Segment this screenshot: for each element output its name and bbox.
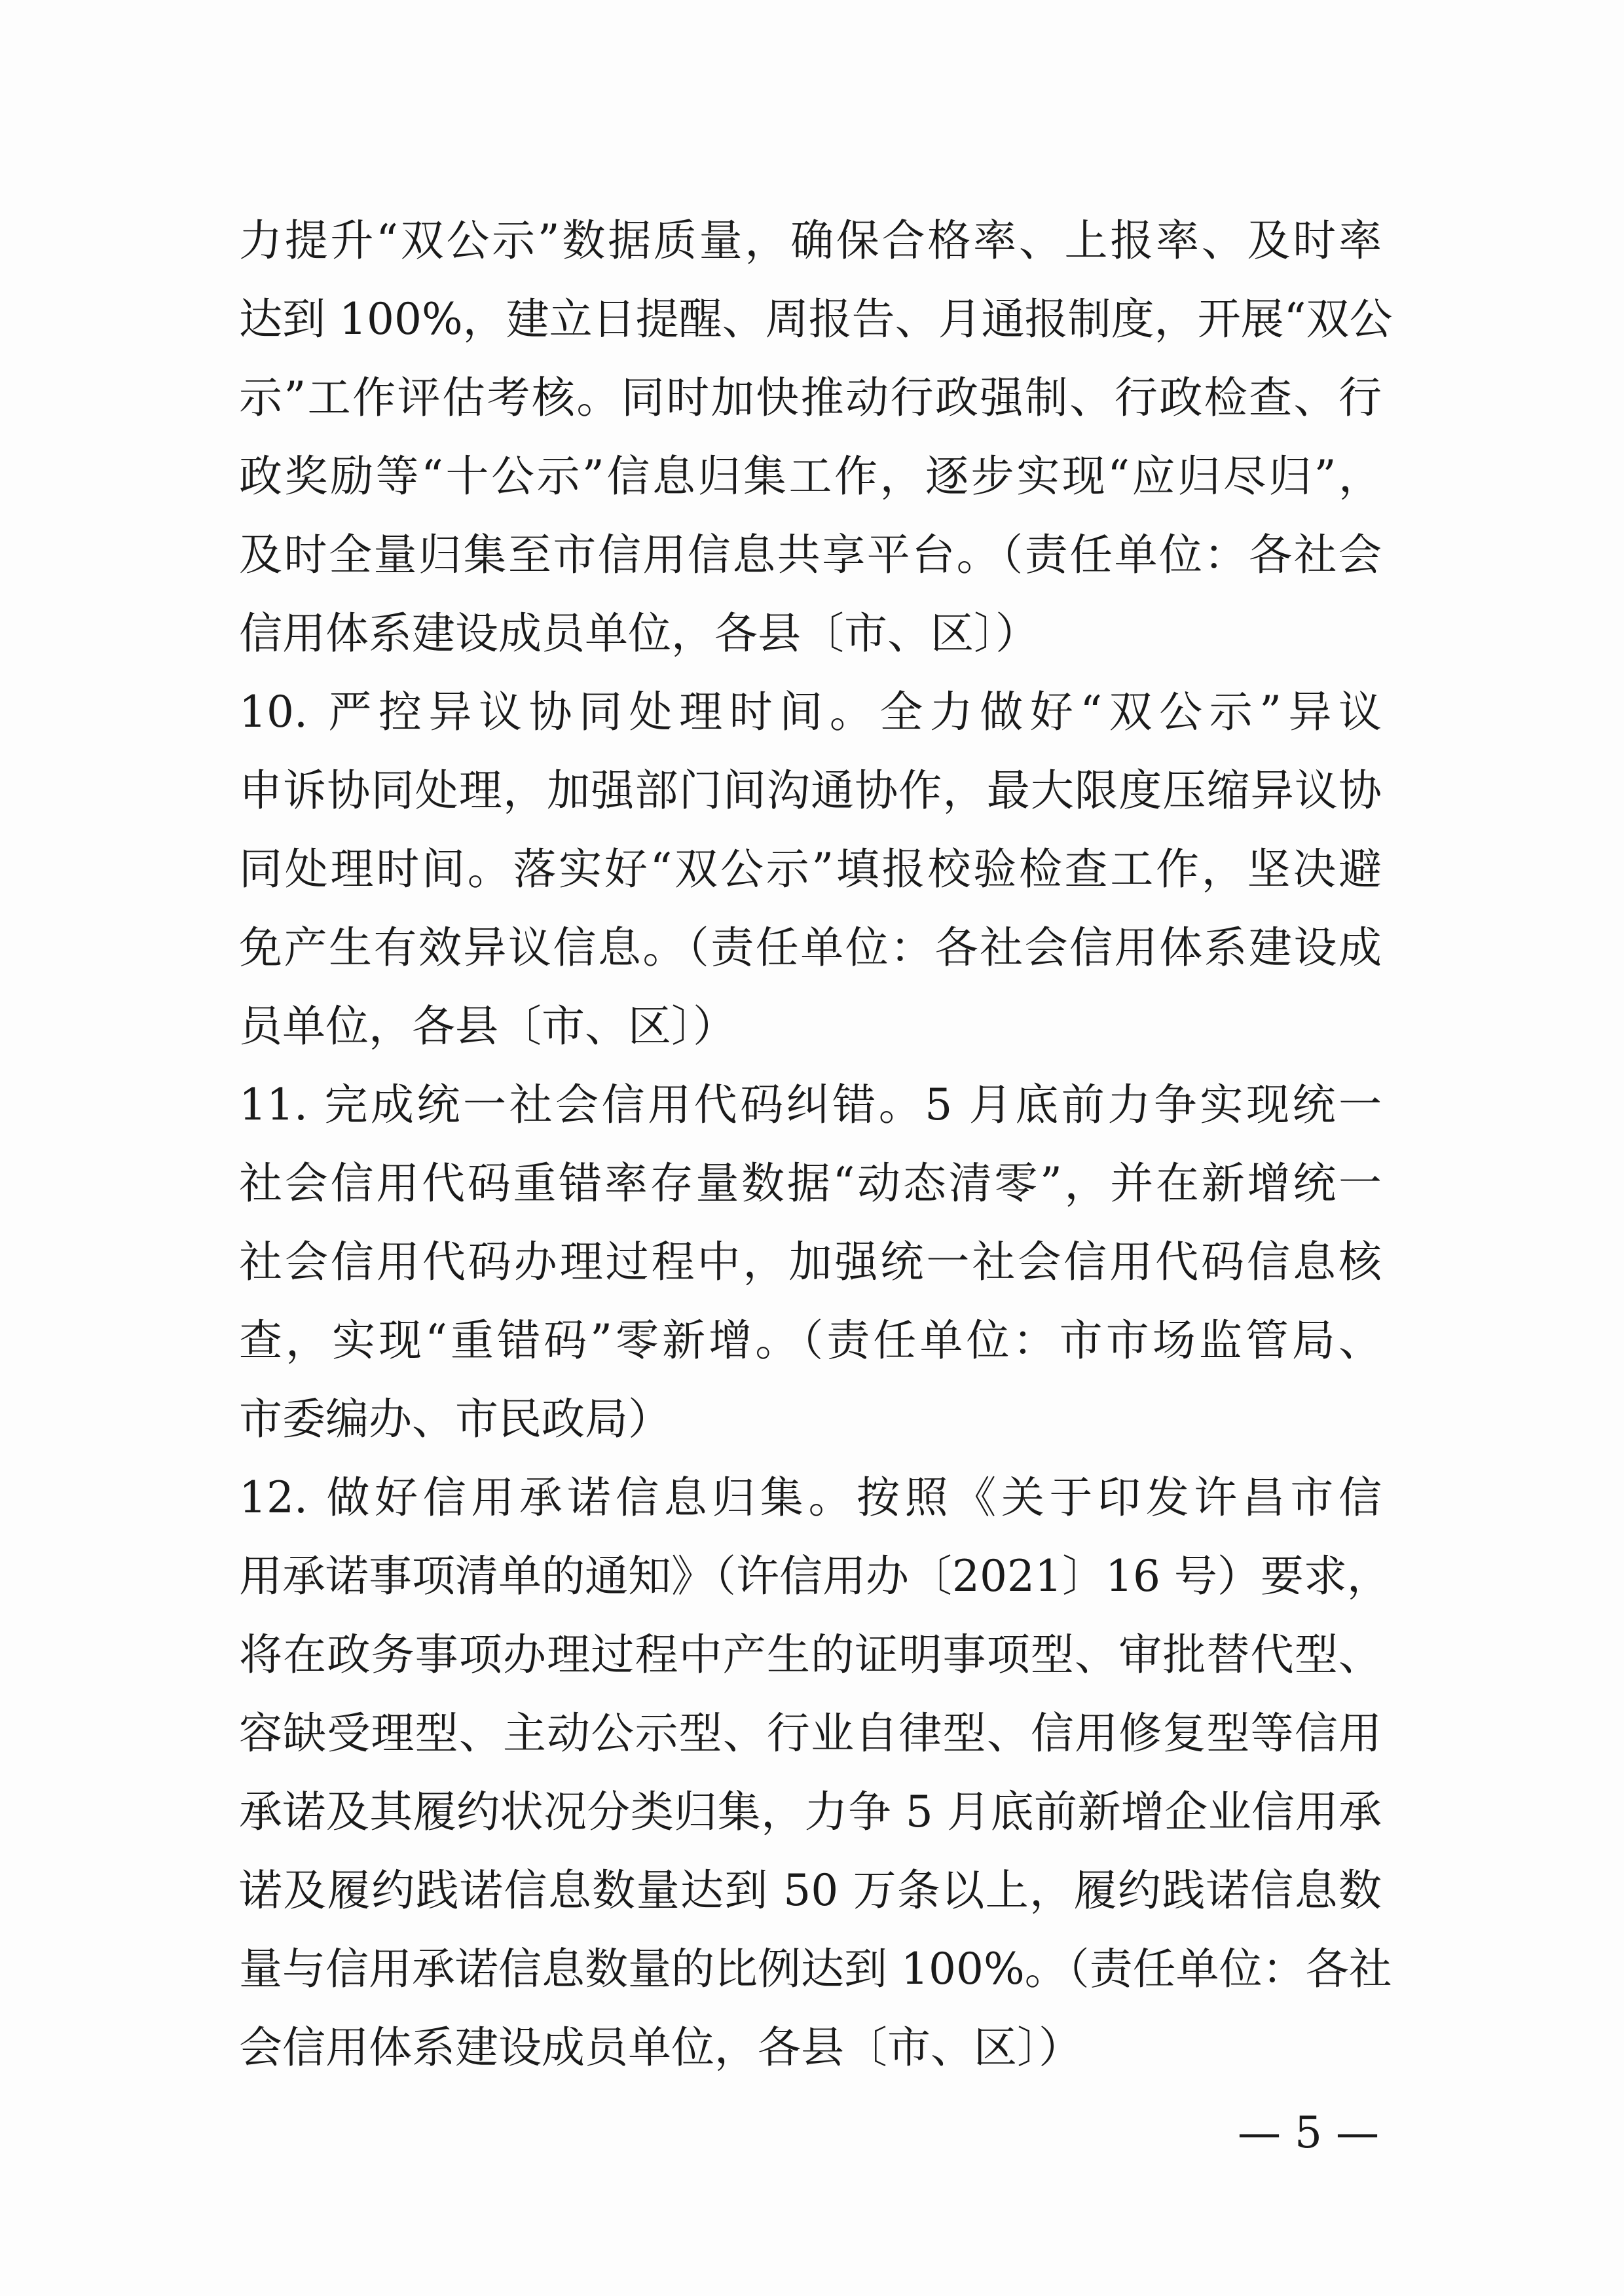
text-line-17: 12. 做好信用承诺信息归集。按照《关于印发许昌市信: [239, 1472, 1382, 1523]
page-number: — 5 —: [1238, 2107, 1379, 2158]
text-line-23: 量与信用承诺信息数量的比例达到 100%。（责任单位：各社: [239, 1944, 1392, 1994]
text-line-18: 用承诺事项清单的通知》（许信用办〔2021〕16 号）要求，: [239, 1551, 1390, 1601]
text-line-6: 信用体系建设成员单位，各县〔市、区〕）: [239, 608, 1039, 659]
text-line-4: 政奖励等“十公示”信息归集工作，逐步实现“应归尽归”，: [239, 451, 1382, 501]
text-line-10: 免产生有效异议信息。（责任单位：各社会信用体系建设成: [239, 922, 1382, 973]
text-line-5: 及时全量归集至市信用信息共享平台。（责任单位：各社会: [239, 530, 1382, 580]
text-line-8: 申诉协同处理，加强部门间沟通协作，最大限度压缩异议协: [239, 765, 1382, 816]
text-line-12: 11. 完成统一社会信用代码纠错。5 月底前力争实现统一: [239, 1080, 1382, 1130]
text-line-1: 力提升“双公示”数据质量，确保合格率、上报率、及时率: [239, 215, 1382, 266]
text-line-24: 会信用体系建设成员单位，各县〔市、区〕）: [239, 2022, 1082, 2073]
text-line-20: 容缺受理型、主动公示型、行业自律型、信用修复型等信用: [239, 1708, 1382, 1758]
text-line-19: 将在政务事项办理过程中产生的证明事项型、审批替代型、: [239, 1630, 1382, 1680]
text-line-15: 查，实现“重错码”零新增。（责任单位：市市场监管局、: [239, 1315, 1382, 1366]
text-line-3: 示”工作评估考核。同时加快推动行政强制、行政检查、行: [239, 373, 1382, 423]
text-line-9: 同处理时间。落实好“双公示”填报校验检查工作，坚决避: [239, 844, 1382, 894]
text-line-7: 10. 严控异议协同处理时间。全力做好“双公示”异议: [239, 687, 1382, 737]
text-line-11: 员单位，各县〔市、区〕）: [239, 1001, 736, 1051]
text-line-16: 市委编办、市民政局）: [239, 1394, 671, 1444]
text-line-21: 承诺及其履约状况分类归集，力争 5 月底前新增企业信用承: [239, 1787, 1382, 1837]
text-line-14: 社会信用代码办理过程中，加强统一社会信用代码信息核: [239, 1237, 1382, 1287]
text-line-13: 社会信用代码重错率存量数据“动态清零”，并在新增统一: [239, 1158, 1382, 1209]
text-line-2: 达到 100%，建立日提醒、周报告、月通报制度，开展“双公: [239, 294, 1393, 344]
text-line-22: 诺及履约践诺信息数量达到 50 万条以上，履约践诺信息数: [239, 1865, 1382, 1916]
